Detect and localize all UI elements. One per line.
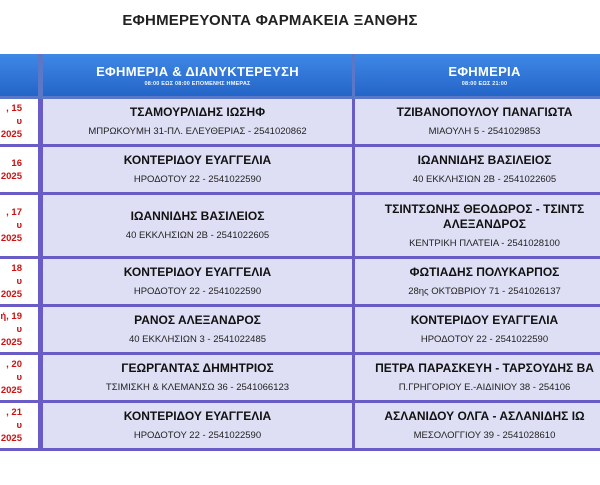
day-duty-pharmacy xyxy=(352,195,600,259)
pharmacy-name: ΤΖΙΒΑΝΟΠΟΥΛΟΥ ΠΑΝΑΓΙΩΤΑ xyxy=(396,105,573,119)
pharmacy-address-phone: Π.ΓΡΗΓΟΡΙΟΥ Ε.-ΑΙΔΙΝΙΟΥ 38 - 254106 xyxy=(398,382,571,393)
pharmacy-name: ΙΩΑΝΝΙΔΗΣ ΒΑΣΙΛΕΙΟΣ xyxy=(130,209,265,223)
pharmacy-name: ΓΕΩΡΓΑΝΤΑΣ ΔΗΜΗΤΡΙΟΣ xyxy=(121,361,274,375)
day-duty-pharmacy xyxy=(352,307,600,355)
night-duty-pharmacy xyxy=(40,259,352,307)
day-duty-header-title: ΕΦΗΜΕΡΙΑ xyxy=(448,64,521,79)
date-month-year: υ 2025 xyxy=(0,220,22,244)
pharmacy-name: ΚΟΝΤΕΡΙΔΟΥ ΕΥΑΓΓΕΛΙΑ xyxy=(123,153,272,167)
pharmacy-address-phone: 40 ΕΚΚΛΗΣΙΩΝ 2Β - 2541022605 xyxy=(412,174,557,185)
date-day: 18 xyxy=(11,263,22,274)
night-duty-pharmacy xyxy=(40,147,352,195)
date-cell xyxy=(0,355,40,403)
night-duty-pharmacy xyxy=(40,355,352,403)
pharmacy-address-phone: ΜΕΣΟΛΟΓΓΙΟΥ 39 - 2541028610 xyxy=(413,430,556,441)
date-day: , 21 xyxy=(6,407,22,418)
table-row xyxy=(0,147,600,195)
night-duty-header-title: ΕΦΗΜΕΡΙΑ & ΔΙΑΝΥΚΤΕΡΕΥΣΗ xyxy=(96,64,299,79)
pharmacy-address-phone: 40 ΕΚΚΛΗΣΙΩΝ 2Β - 2541022605 xyxy=(125,230,270,241)
pharmacy-name: ΚΟΝΤΕΡΙΔΟΥ ΕΥΑΓΓΕΛΙΑ xyxy=(123,265,272,279)
date-cell xyxy=(0,147,40,195)
date-month-year: υ 2025 xyxy=(0,116,22,140)
day-duty-pharmacy xyxy=(352,99,600,147)
pharmacy-name: ΑΣΛΑΝΙΔΟΥ ΟΛΓΑ - ΑΣΛΑΝΙΔΗΣ ΙΩ xyxy=(384,409,585,423)
day-duty-pharmacy xyxy=(352,355,600,403)
table-row xyxy=(0,403,600,451)
pharmacy-name: ΤΣΙΝΤΣΩΝΗΣ ΘΕΟΔΩΡΟΣ - ΤΣΙΝΤΣ ΑΛΕΞΑΝΔΡΟΣ xyxy=(384,201,585,231)
pharmacy-address-phone: ΗΡΟΔΟΤΟΥ 22 - 2541022590 xyxy=(133,174,262,185)
pharmacy-name: ΤΣΑΜΟΥΡΛΙΔΗΣ ΙΩΣΗΦ xyxy=(129,105,266,119)
date-month-year: υ 2025 xyxy=(0,324,22,348)
pharmacy-address-phone: ΜΠΡΩΚΟΥΜΗ 31-ΠΛ. ΕΛΕΥΘΕΡΙΑΣ - 2541020862 xyxy=(88,126,307,137)
night-duty-pharmacy xyxy=(40,99,352,147)
day-duty-header-hours: 08:00 ΕΩΣ 21:00 xyxy=(461,81,508,87)
night-duty-column-header xyxy=(40,54,352,99)
table-header-row xyxy=(0,54,600,99)
day-duty-pharmacy xyxy=(352,403,600,451)
pharmacy-name: ΙΩΑΝΝΙΔΗΣ ΒΑΣΙΛΕΙΟΣ xyxy=(417,153,552,167)
pharmacy-address-phone: ΜΙΑΟΥΛΗ 5 - 2541029853 xyxy=(428,126,541,137)
pharmacy-address-phone: 28ης ΟΚΤΩΒΡΙΟΥ 71 - 2541026137 xyxy=(408,286,561,297)
date-day: 16 xyxy=(11,157,22,169)
date-column-header xyxy=(0,54,40,99)
table-row xyxy=(0,307,600,355)
pharmacy-address-phone: 40 ΕΚΚΛΗΣΙΩΝ 3 - 2541022485 xyxy=(128,334,267,345)
day-duty-column-header xyxy=(352,54,600,99)
date-month-year: υ 2025 xyxy=(0,276,22,300)
day-duty-pharmacy xyxy=(352,259,600,307)
day-duty-pharmacy xyxy=(352,147,600,195)
date-month-year: υ 2025 xyxy=(0,420,22,444)
date-cell xyxy=(0,307,40,355)
pharmacy-name: ΠΕΤΡΑ ΠΑΡΑΣΚΕΥΗ - ΤΑΡΣΟΥΔΗΣ ΒΑ xyxy=(375,361,594,375)
date-day: , 17 xyxy=(6,207,22,218)
date-month-year: υ 2025 xyxy=(0,372,22,396)
date-month-year: 2025 xyxy=(0,170,22,182)
page-title: ΕΦΗΜΕΡΕΥΟΝΤΑ ΦΑΡΜΑΚΕΙΑ ΞΑΝΘΗΣ xyxy=(122,12,418,29)
date-cell xyxy=(0,403,40,451)
pharmacy-address-phone: ΗΡΟΔΟΤΟΥ 22 - 2541022590 xyxy=(133,430,262,441)
night-duty-pharmacy xyxy=(40,403,352,451)
pharmacy-address-phone: ΚΕΝΤΡΙΚΗ ΠΛΑΤΕΙΑ - 2541028100 xyxy=(409,237,560,249)
date-day: ή, 19 xyxy=(0,311,22,322)
night-duty-header-hours: 08:00 ΕΩΣ 08:00 ΕΠΟΜΕΝΗΣ ΗΜΕΡΑΣ xyxy=(144,81,251,87)
date-day: , 15 xyxy=(6,103,22,114)
table-row xyxy=(0,355,600,403)
pharmacy-name: ΦΩΤΙΑΔΗΣ ΠΟΛΥΚΑΡΠΟΣ xyxy=(409,265,560,279)
date-cell xyxy=(0,195,40,259)
pharmacy-name: ΚΟΝΤΕΡΙΔΟΥ ΕΥΑΓΓΕΛΙΑ xyxy=(410,313,559,327)
night-duty-pharmacy xyxy=(40,307,352,355)
pharmacy-name: ΡΑΝΟΣ ΑΛΕΞΑΝΔΡΟΣ xyxy=(134,313,261,327)
pharmacy-address-phone: ΗΡΟΔΟΤΟΥ 22 - 2541022590 xyxy=(420,334,549,345)
table-row xyxy=(0,259,600,307)
table-row xyxy=(0,99,600,147)
pharmacy-name: ΚΟΝΤΕΡΙΔΟΥ ΕΥΑΓΓΕΛΙΑ xyxy=(123,409,272,423)
table-row xyxy=(0,195,600,259)
date-cell xyxy=(0,259,40,307)
pharmacy-schedule-table xyxy=(0,54,600,451)
night-duty-pharmacy xyxy=(40,195,352,259)
date-day: , 20 xyxy=(6,359,22,370)
pharmacy-address-phone: ΤΣΙΜΙΣΚΗ & ΚΛΕΜΑΝΣΩ 36 - 2541066123 xyxy=(105,382,290,393)
date-cell xyxy=(0,99,40,147)
pharmacy-address-phone: ΗΡΟΔΟΤΟΥ 22 - 2541022590 xyxy=(133,286,262,297)
